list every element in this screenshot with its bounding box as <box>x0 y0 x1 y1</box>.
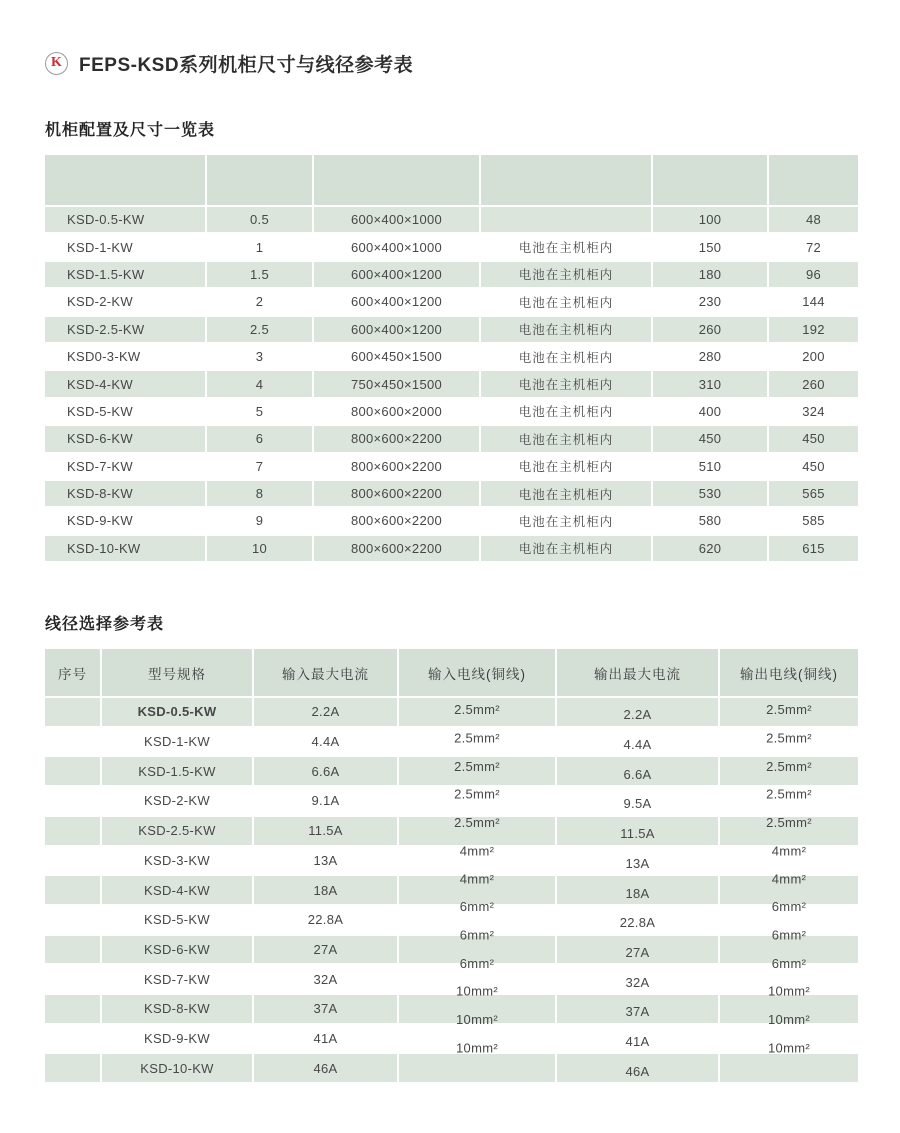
cell-value-6: 200 <box>769 344 858 369</box>
wire-table-row <box>45 871 855 904</box>
output-current-value: 6.6A <box>623 766 652 782</box>
cabinet-table-heading: 机柜配置及尺寸一览表 <box>45 122 216 139</box>
cell-value-5: 230 <box>653 289 767 314</box>
cell-model: KSD-7-KW <box>102 965 252 993</box>
cell-input-wire <box>399 728 555 756</box>
output-wire-value: 6mm² <box>771 955 807 971</box>
cell-input-current: 46A <box>254 1054 397 1082</box>
cell-output-current <box>557 1054 718 1082</box>
cell-serial <box>45 1025 100 1053</box>
cell-model: KSD-5-KW <box>102 906 252 934</box>
output-current-value: 11.5A <box>620 826 655 842</box>
cell-value-5: 100 <box>653 207 767 232</box>
input-wire-value: 2.5mm² <box>454 730 500 746</box>
cell-input-wire <box>399 757 555 785</box>
input-wire-value: 2.5mm² <box>454 758 500 774</box>
cell-output-wire <box>720 1040 858 1082</box>
cell-dimensions: 600×400×1000 <box>314 207 479 232</box>
cell-output-current <box>557 817 718 845</box>
cell-model: KSD0-3-KW <box>45 344 205 369</box>
cell-battery-note: 电池在主机柜内 <box>481 234 651 259</box>
header-cell-col5 <box>653 155 767 205</box>
cell-output-current <box>557 847 718 875</box>
cell-model: KSD-7-KW <box>45 454 205 479</box>
cell-dimensions: 800×600×2200 <box>314 426 479 451</box>
cabinet-table-row <box>45 207 855 232</box>
cell-dimensions: 600×400×1000 <box>314 234 479 259</box>
cell-battery-note: 电池在主机柜内 <box>481 289 651 314</box>
output-wire-value: 2.5mm² <box>766 786 812 802</box>
cabinet-table-row <box>45 508 855 533</box>
cell-value-6: 72 <box>769 234 858 259</box>
output-wire-value: 2.5mm² <box>766 730 812 746</box>
cabinet-table-row <box>45 317 855 342</box>
output-wire-value: 2.5mm² <box>766 702 812 718</box>
cabinet-table-row <box>45 371 855 396</box>
cell-dimensions: 800×600×2200 <box>314 508 479 533</box>
cell-serial <box>45 728 100 756</box>
cell-battery-note: 电池在主机柜内 <box>481 371 651 396</box>
wire-table-row <box>45 814 855 845</box>
cell-serial <box>45 1054 100 1082</box>
cell-value-5: 620 <box>653 536 767 561</box>
cabinet-table-row <box>45 344 855 369</box>
input-wire-value: 10mm² <box>456 983 498 999</box>
cell-input-current: 32A <box>254 965 397 993</box>
output-wire-value: 6mm² <box>771 899 807 915</box>
cell-model: KSD-10-KW <box>45 536 205 561</box>
cell-capacity-kw: 9 <box>207 508 312 533</box>
cell-input-current: 13A <box>254 847 397 875</box>
wire-table-header <box>45 649 855 696</box>
cell-capacity-kw: 2 <box>207 289 312 314</box>
cell-output-wire <box>720 814 858 845</box>
cell-value-6: 324 <box>769 399 858 424</box>
cell-input-current: 4.4A <box>254 728 397 756</box>
output-wire-value: 4mm² <box>771 871 807 887</box>
cell-dimensions: 600×400×1200 <box>314 289 479 314</box>
cell-model: KSD-0.5-KW <box>102 698 252 726</box>
cell-battery-note: 电池在主机柜内 <box>481 399 651 424</box>
header-cell-model-spec: 型号规格 <box>102 649 252 696</box>
brand-logo-k-icon <box>45 52 68 75</box>
cell-input-wire <box>399 843 555 875</box>
cell-value-6: 450 <box>769 454 858 479</box>
cell-output-current <box>557 936 718 964</box>
cell-model: KSD-1-KW <box>45 234 205 259</box>
cell-capacity-kw: 6 <box>207 426 312 451</box>
cell-dimensions: 600×400×1200 <box>314 262 479 287</box>
cell-serial <box>45 698 100 726</box>
cell-input-current: 41A <box>254 1025 397 1053</box>
cell-model: KSD-6-KW <box>45 426 205 451</box>
logo-letter: K <box>51 55 62 70</box>
cell-capacity-kw: 5 <box>207 399 312 424</box>
wire-table-row <box>45 955 855 993</box>
output-current-value: 2.2A <box>623 707 652 723</box>
output-current-value: 18A <box>625 885 650 901</box>
cell-output-current <box>557 876 718 904</box>
cell-capacity-kw: 3 <box>207 344 312 369</box>
cell-model: KSD-2-KW <box>102 787 252 815</box>
cabinet-table-header-row <box>45 155 855 205</box>
cell-battery-note <box>481 207 651 232</box>
cell-input-current: 22.8A <box>254 906 397 934</box>
cell-battery-note: 电池在主机柜内 <box>481 426 651 451</box>
cell-model: KSD-8-KW <box>45 481 205 506</box>
cell-battery-note: 电池在主机柜内 <box>481 262 651 287</box>
cell-capacity-kw: 1.5 <box>207 262 312 287</box>
cell-input-current: 6.6A <box>254 757 397 785</box>
input-wire-value: 6mm² <box>459 927 495 943</box>
wire-table-row <box>45 728 855 756</box>
cell-input-current: 2.2A <box>254 698 397 726</box>
wire-table-row <box>45 698 855 726</box>
cell-output-current <box>557 698 718 726</box>
cabinet-table-row <box>45 289 855 314</box>
header-cell-col6 <box>769 155 858 205</box>
input-wire-value: 6mm² <box>459 899 495 915</box>
cell-battery-note: 电池在主机柜内 <box>481 508 651 533</box>
cell-output-current <box>557 906 718 934</box>
cell-output-current <box>557 757 718 785</box>
cell-capacity-kw: 2.5 <box>207 317 312 342</box>
cell-capacity-kw: 7 <box>207 454 312 479</box>
cell-model: KSD-9-KW <box>45 508 205 533</box>
cell-serial <box>45 995 100 1023</box>
input-wire-value: 2.5mm² <box>454 814 500 830</box>
cabinet-table-row <box>45 399 855 424</box>
cell-model: KSD-2.5-KW <box>102 817 252 845</box>
cell-model: KSD-4-KW <box>102 876 252 904</box>
cell-output-current <box>557 995 718 1023</box>
cell-model: KSD-9-KW <box>102 1025 252 1053</box>
cell-value-5: 180 <box>653 262 767 287</box>
output-current-value: 27A <box>625 944 650 960</box>
cell-model: KSD-2.5-KW <box>45 317 205 342</box>
cell-value-6: 192 <box>769 317 858 342</box>
output-current-value: 37A <box>625 1004 650 1020</box>
wire-table <box>45 649 855 1082</box>
cell-value-5: 510 <box>653 454 767 479</box>
cell-serial <box>45 817 100 845</box>
cell-dimensions: 800×600×2000 <box>314 399 479 424</box>
output-current-value: 32A <box>625 974 650 990</box>
cell-value-5: 150 <box>653 234 767 259</box>
cell-value-6: 615 <box>769 536 858 561</box>
cell-serial <box>45 876 100 904</box>
cell-dimensions: 750×450×1500 <box>314 371 479 396</box>
cabinet-table-row <box>45 481 855 506</box>
cabinet-table <box>45 155 855 561</box>
cell-capacity-kw: 1 <box>207 234 312 259</box>
wire-table-row <box>45 757 855 785</box>
wire-table-header-row <box>45 649 855 696</box>
output-current-value: 41A <box>625 1033 650 1049</box>
output-current-value: 46A <box>625 1063 650 1079</box>
input-wire-value: 2.5mm² <box>454 702 500 718</box>
cell-battery-note: 电池在主机柜内 <box>481 317 651 342</box>
output-wire-value: 6mm² <box>771 927 807 943</box>
cell-dimensions: 800×600×2200 <box>314 481 479 506</box>
cell-input-current: 18A <box>254 876 397 904</box>
cell-dimensions: 600×450×1500 <box>314 344 479 369</box>
cell-output-current <box>557 1025 718 1053</box>
cell-serial <box>45 906 100 934</box>
output-current-value: 22.8A <box>619 915 656 931</box>
cell-model: KSD-1.5-KW <box>45 262 205 287</box>
cell-value-6: 96 <box>769 262 858 287</box>
cell-output-wire <box>720 787 858 815</box>
input-wire-value: 10mm² <box>456 1040 498 1056</box>
cabinet-table-row <box>45 262 855 287</box>
header-cell-serial: 序号 <box>45 649 100 696</box>
cell-model: KSD-1-KW <box>102 728 252 756</box>
cell-value-6: 260 <box>769 371 858 396</box>
cell-serial <box>45 787 100 815</box>
brand-row <box>45 50 855 76</box>
cell-dimensions: 600×400×1200 <box>314 317 479 342</box>
cell-output-wire <box>720 728 858 756</box>
cell-model: KSD-8-KW <box>102 995 252 1023</box>
cell-value-6: 144 <box>769 289 858 314</box>
cell-model: KSD-2-KW <box>45 289 205 314</box>
output-wire-value: 10mm² <box>768 983 810 999</box>
output-wire-value: 4mm² <box>771 843 807 859</box>
header-cell-dimensions <box>314 155 479 205</box>
cell-value-6: 565 <box>769 481 858 506</box>
cell-serial <box>45 757 100 785</box>
cell-value-5: 400 <box>653 399 767 424</box>
output-current-value: 9.5A <box>623 796 652 812</box>
cell-model: KSD-1.5-KW <box>102 757 252 785</box>
cell-input-current: 11.5A <box>254 817 397 845</box>
cell-model: KSD-10-KW <box>102 1054 252 1082</box>
cell-capacity-kw: 8 <box>207 481 312 506</box>
cell-output-wire <box>720 698 858 726</box>
cell-value-5: 450 <box>653 426 767 451</box>
wire-table-row <box>45 927 855 964</box>
cell-serial <box>45 936 100 964</box>
output-wire-value: 10mm² <box>768 1011 810 1027</box>
cell-output-current <box>557 965 718 993</box>
cell-battery-note: 电池在主机柜内 <box>481 536 651 561</box>
header-cell-input-current: 输入最大电流 <box>254 649 397 696</box>
header-cell-input-wire: 输入电线(铜线) <box>399 649 555 696</box>
page-title: FEPS-KSD系列机柜尺寸与线径参考表 <box>79 54 414 76</box>
wire-table-row <box>45 899 855 934</box>
output-current-value: 13A <box>625 855 650 871</box>
cell-capacity-kw: 10 <box>207 536 312 561</box>
cabinet-table-row <box>45 536 855 561</box>
cabinet-table-row <box>45 426 855 451</box>
cell-value-5: 530 <box>653 481 767 506</box>
cell-model: KSD-3-KW <box>102 847 252 875</box>
cell-input-current: 37A <box>254 995 397 1023</box>
cabinet-table-row <box>45 234 855 259</box>
header-cell-output-wire: 输出电线(铜线) <box>720 649 858 696</box>
cell-output-wire <box>720 757 858 785</box>
cabinet-table-body <box>45 207 855 561</box>
wire-table-body <box>45 698 855 1082</box>
cell-value-6: 48 <box>769 207 858 232</box>
cabinet-table-header <box>45 155 855 205</box>
cell-value-5: 310 <box>653 371 767 396</box>
cell-battery-note: 电池在主机柜内 <box>481 481 651 506</box>
cell-input-wire <box>399 814 555 845</box>
cell-serial <box>45 847 100 875</box>
cell-output-current <box>557 728 718 756</box>
output-current-value: 4.4A <box>623 737 652 753</box>
cell-dimensions: 800×600×2200 <box>314 536 479 561</box>
wire-table-row <box>45 787 855 815</box>
output-wire-value: 10mm² <box>768 1040 810 1056</box>
output-wire-value: 2.5mm² <box>766 814 812 830</box>
cell-serial <box>45 965 100 993</box>
wire-table-row <box>45 983 855 1023</box>
cell-value-5: 260 <box>653 317 767 342</box>
cell-value-5: 280 <box>653 344 767 369</box>
cell-input-current: 27A <box>254 936 397 964</box>
cell-model: KSD-5-KW <box>45 399 205 424</box>
input-wire-value: 6mm² <box>459 955 495 971</box>
wire-table-heading: 线径选择参考表 <box>45 616 165 634</box>
cell-value-6: 450 <box>769 426 858 451</box>
header-cell-capacity <box>207 155 312 205</box>
input-wire-value: 2.5mm² <box>454 786 500 802</box>
cell-output-wire <box>720 843 858 875</box>
cell-capacity-kw: 4 <box>207 371 312 396</box>
cell-output-current <box>557 787 718 815</box>
cell-capacity-kw: 0.5 <box>207 207 312 232</box>
input-wire-value: 4mm² <box>459 871 495 887</box>
cell-input-wire <box>399 1040 555 1082</box>
cell-input-wire <box>399 787 555 815</box>
cell-value-6: 585 <box>769 508 858 533</box>
cell-model: KSD-6-KW <box>102 936 252 964</box>
cell-input-wire <box>399 698 555 726</box>
header-cell-battery <box>481 155 651 205</box>
wire-table-row <box>45 843 855 875</box>
input-wire-value: 10mm² <box>456 1011 498 1027</box>
cell-dimensions: 800×600×2200 <box>314 454 479 479</box>
cell-input-current: 9.1A <box>254 787 397 815</box>
input-wire-value: 4mm² <box>459 843 495 859</box>
cabinet-table-row <box>45 454 855 479</box>
header-cell-model <box>45 155 205 205</box>
cell-model: KSD-4-KW <box>45 371 205 396</box>
cell-battery-note: 电池在主机柜内 <box>481 344 651 369</box>
header-cell-output-current: 输出最大电流 <box>557 649 718 696</box>
cell-model: KSD-0.5-KW <box>45 207 205 232</box>
cell-value-5: 580 <box>653 508 767 533</box>
output-wire-value: 2.5mm² <box>766 758 812 774</box>
cell-battery-note: 电池在主机柜内 <box>481 454 651 479</box>
